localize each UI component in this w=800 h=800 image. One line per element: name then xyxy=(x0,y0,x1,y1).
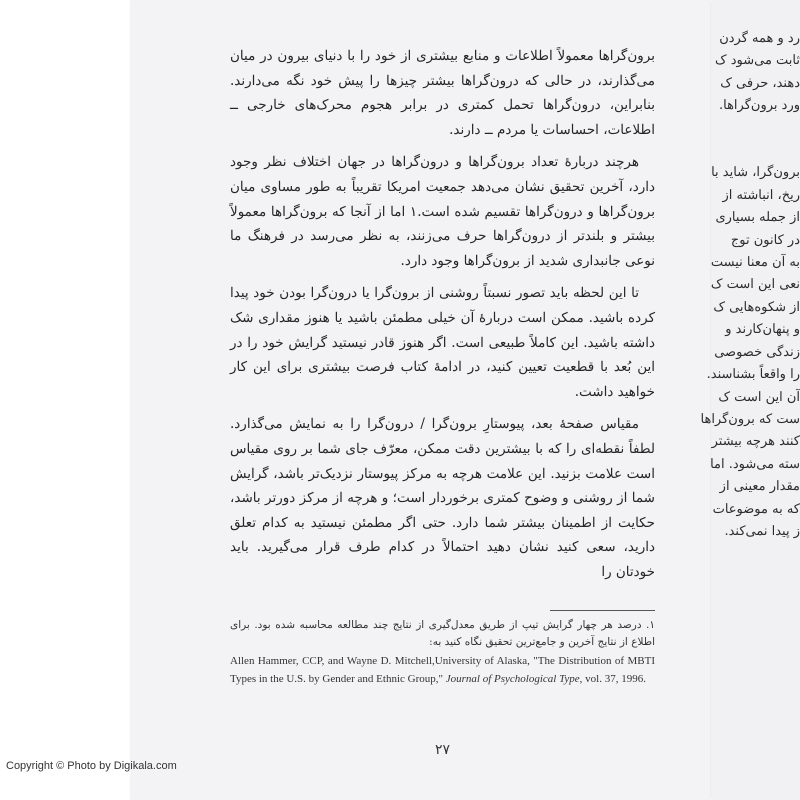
adjacent-page-line: رد و همه گردن xyxy=(719,31,800,46)
adjacent-page-line: زندگی خصوصی xyxy=(714,344,800,360)
adjacent-page-line: ورد برون‌گراها. xyxy=(718,98,800,114)
adjacent-page-line xyxy=(560,118,800,140)
copyright-notice: Copyright © Photo by Digikala.com xyxy=(6,760,177,772)
citation-authors: Allen Hammer, CCP, and Wayne D. Mitchell,University of Alaska, "The Distribution of MBTI Types in the U.S. by Gender and Ethnic Group," xyxy=(230,655,655,685)
adjacent-page-line: دهند، حرفی ک xyxy=(720,75,800,91)
adjacent-page-line: که به موضوعات xyxy=(712,501,800,517)
paragraph-1: برون‌گراها معمولاً اطلاعات و منابع بیشتری از خود را با دنیای بیرون در میان می‌گذارند، در حالی که درون‌گراها بیشتر چیزها را پیش خود نگه می‌دارند. بنابراین، درون‌گراها تحمل کمتری در برابر هجوم محرک‌های خارجی ــ اطلاعات، احساسات یا مردم ــ دارند. xyxy=(230,48,655,138)
page-number: ۲۷ xyxy=(434,742,451,758)
adjacent-page xyxy=(700,0,800,800)
adjacent-page-line: ریخ، انباشته از xyxy=(722,187,800,203)
adjacent-page-line: برون‌گرا، شاید با xyxy=(711,165,800,181)
adjacent-page-line: ثابت می‌شود ک xyxy=(714,53,800,69)
adjacent-page-line: از شکوه‌هایی ک xyxy=(713,299,800,315)
paragraph-4: مقیاس صفحهٔ بعد، پیوستارِ برون‌گرا / درون‌گرا را به نمایش می‌گذارد. لطفاً نقطه‌ای را که با بیشترین دقت ممکن، معرّف جای شما بر روی مقیاس است علامت بزنید. این علامت هرچه به مرکز پیوستار نزدیک‌تر باشد، گرایش شما از روشنی و وضوح کمتری برخوردار است؛ و هرچه از مرکز دورتر باشد، حکایت از اطمینان بیشتر شما دارد. حتی اگر مطمئن نیستید به کدام تعلق دارید، سعی کنید نشان دهید احتمالاً در کدام طرف قرار می‌گیرید. باید خودتان را xyxy=(230,416,655,580)
citation-tail: , vol. 37, 1996. xyxy=(579,672,646,685)
footnote-divider xyxy=(550,610,655,611)
adjacent-page-line: کنند هرچه بیشتر xyxy=(711,434,800,450)
adjacent-page-line: مقدار معینی از xyxy=(719,479,800,495)
adjacent-page-line: و پنهان‌کارند و xyxy=(725,322,800,338)
citation-journal: Journal of Psychological Type xyxy=(445,672,580,685)
adjacent-page-line: ز پیدا نمی‌کند. xyxy=(724,523,800,539)
adjacent-page-line: ست که برون‌گراها xyxy=(700,411,800,427)
footnote xyxy=(230,617,655,688)
footnote-citation xyxy=(230,653,655,688)
paragraph-2: هرچند دربارهٔ تعداد برون‌گراها و درون‌گراها در جهان اختلاف نظر وجود دارد، آخرین تحقیق نشان می‌دهد جمعیت امریکا تقریباً به طور مساوی میان برون‌گراها و درون‌گراها تقسیم شده است.۱ اما از آنجا که برون‌گراها معمولاً بیشتر و بلندتر از درون‌گراها حرف می‌زنند، به نظر می‌رسد در فرهنگ ما نوعی جانبداری شدید از برون‌گراها وجود دارد. xyxy=(230,154,655,269)
adjacent-page-text xyxy=(560,28,800,543)
adjacent-page-line: به آن معنا نیست xyxy=(710,255,800,271)
adjacent-page-line: را واقعاً بشناسند. xyxy=(706,367,800,383)
footnote-persian: ۱. درصد هر چهار گرایش تیپ از طریق معدل‌گیری از نتایج چند مطالعه محاسبه شده بود. برای اطلاع از نتایج آخرین و جامع‌ترین تحقیق نگاه کنید به: xyxy=(230,619,655,648)
adjacent-page-line xyxy=(560,140,800,162)
adjacent-page-line: سته می‌شود. اما xyxy=(710,456,800,472)
paragraph-3: تا این لحظه باید تصور نسبتاً روشنی از برون‌گرا یا درون‌گرا بودن خود پیدا کرده باشید. ممکن است دربارهٔ آن خیلی مطمئن باشید یا هنوز مقداری شک داشته باشید. این کاملاً طبیعی است. اگر هنوز قادر نیستید گرایش خود را در این بُعد با قطعیت تعیین کنید، در ادامهٔ کتاب فرصت بیشتری برای این کار خواهید داشت. xyxy=(230,285,655,400)
adjacent-page-line: در کانون توج xyxy=(730,232,800,248)
adjacent-page-line: آن این است ک xyxy=(718,389,800,405)
background-left xyxy=(0,0,130,800)
adjacent-page-line: نعی این است ک xyxy=(710,277,800,293)
adjacent-page-line: از جمله بسیاری xyxy=(715,210,800,226)
